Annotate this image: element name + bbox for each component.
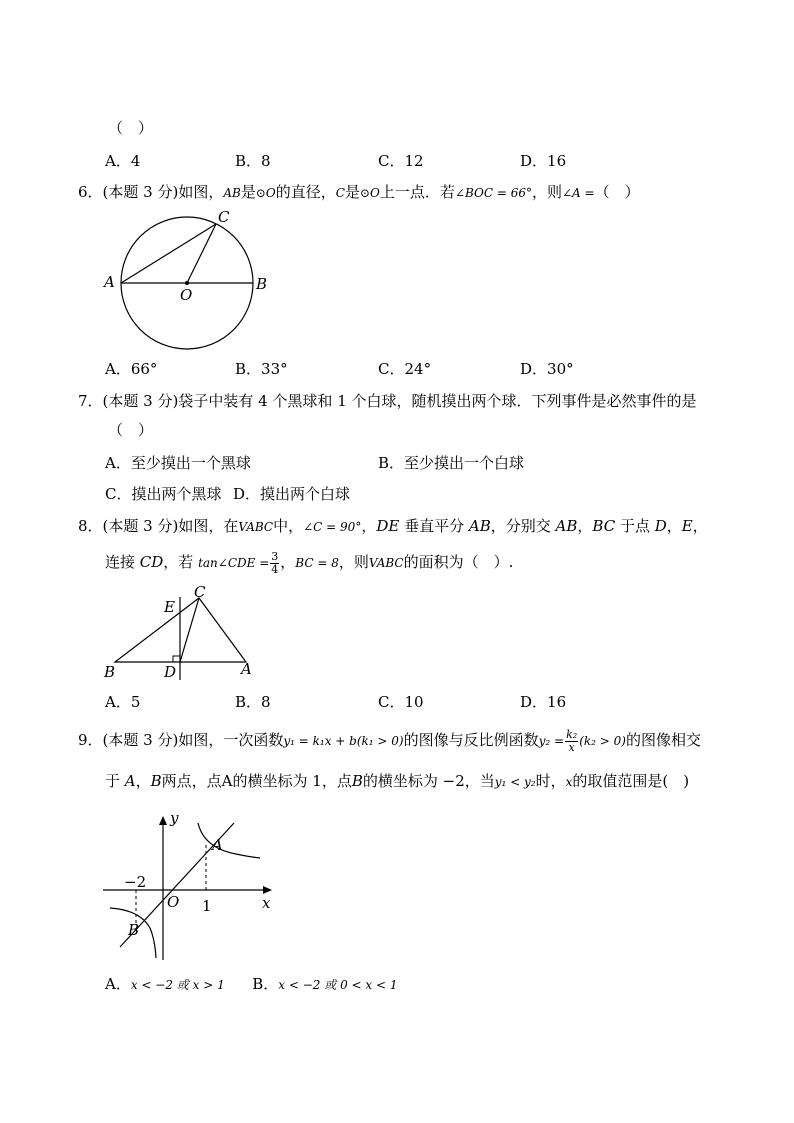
q8-math-bc: BC	[592, 517, 616, 535]
q9-option-b-letter: B．	[252, 975, 279, 993]
q9-math-k2: (k₂ > 0)	[579, 734, 626, 748]
q8-option-a: A．5	[105, 693, 141, 711]
q9-option-b: x < −2 或 0 < x < 1	[278, 978, 398, 992]
q6-text: 上一点．若	[379, 183, 455, 201]
q5-option-b: B．8	[235, 152, 271, 170]
q8-number: 8．	[78, 517, 103, 535]
q6-label-o: O	[180, 286, 193, 304]
q9-number: 9．	[78, 731, 103, 749]
q6-option-c: C．24°	[378, 360, 432, 378]
q6-text: ，则	[531, 183, 562, 201]
q9-math-a: A	[124, 772, 136, 790]
q8-option-d: D．16	[520, 693, 567, 711]
q8-text: 于点	[615, 517, 655, 535]
q6-label-c: C	[218, 208, 230, 226]
q8-math-e: E	[681, 517, 693, 535]
q8-text: ，	[280, 553, 296, 571]
q5-answer-paren: （ ）	[108, 119, 154, 137]
q8-math-ab: AB	[555, 517, 578, 535]
q5-option-a: A．4	[105, 152, 141, 170]
q6-math-c: C	[335, 186, 345, 200]
q8-option-b: B．8	[235, 693, 271, 711]
q8-text: 垂直平分	[399, 517, 469, 535]
q6-option-b: B．33°	[235, 360, 288, 378]
q6-text: 是	[344, 183, 360, 201]
q8-frac-den: 4	[271, 562, 279, 576]
q7-option-c: C．摸出两个黑球	[105, 485, 222, 503]
q9-math-y1: y₁ = k₁x + b(k₁ > 0)	[283, 734, 404, 748]
q9-frac-den: x	[568, 740, 575, 754]
q8-text: ，	[666, 517, 682, 535]
q6-math-circle-o: ⊙O	[255, 186, 276, 200]
q9-math-b: B	[351, 772, 363, 790]
q9-label-one: 1	[202, 897, 212, 915]
q9-label-b: B	[128, 921, 140, 939]
q8-math-ab: AB	[468, 517, 491, 535]
q9-text: 的图像与反比例函数	[403, 731, 539, 749]
q9-label-a: A	[212, 836, 223, 854]
q9-label-o: O	[167, 893, 180, 911]
q8-text: ，分别交	[490, 517, 556, 535]
q8-option-c: C．10	[378, 693, 424, 711]
q9-text: 于	[105, 772, 125, 790]
q8-math-de: DE	[376, 517, 400, 535]
q6-label-b: B	[256, 275, 268, 293]
q8-math-d: D	[654, 517, 667, 535]
q6-math-circle-o: ⊙O	[359, 186, 380, 200]
q8-math-triangle: VABC	[238, 520, 274, 534]
q8-text: ，则	[338, 553, 369, 571]
q7-answer-paren: （ ）	[108, 421, 154, 439]
q6-text: 是	[240, 183, 256, 201]
q9-option-a: x < −2 或 x > 1	[130, 978, 225, 992]
q8-math-triangle: VABC	[368, 556, 404, 570]
q8-text: 的面积为（ ）.	[403, 553, 514, 571]
q8-text: 连接	[105, 553, 140, 571]
q6-header: (本题 3 分)	[102, 183, 179, 201]
q8-text: ，	[692, 517, 708, 535]
q8-math-cd: CD	[139, 553, 164, 571]
q9-label-neg2: −2	[124, 873, 147, 891]
q5-option-c: C．12	[378, 152, 424, 170]
q8-label-a: A	[241, 660, 252, 678]
q6-text: 如图，	[178, 183, 224, 201]
q9-text: 的取值范围是( )	[572, 772, 690, 790]
q8-frac-num: 3	[271, 549, 279, 563]
q9-text: 两点，点A的横坐标为 1，点	[161, 772, 352, 790]
q7-header: (本题 3 分)	[102, 392, 179, 410]
q8-label-c: C	[194, 583, 206, 601]
q7-option-d: D．摸出两个白球	[233, 485, 351, 503]
q8-math-angle-c: ∠C = 90°	[303, 520, 362, 534]
q9-math-b: B	[150, 772, 162, 790]
q9-y-axis-arrow	[159, 816, 167, 825]
q8-text: ，若	[163, 553, 199, 571]
q7-option-a: A．至少摸出一个黑球	[105, 454, 251, 472]
q9-text: ，	[135, 772, 151, 790]
q9-text: 时，	[535, 772, 566, 790]
q8-label-e: E	[164, 598, 175, 616]
q8-text: ，	[577, 517, 593, 535]
q9-math-x: x	[565, 775, 573, 789]
q6-math-ab: AB	[223, 186, 241, 200]
q6-paren: （ ）	[594, 183, 640, 201]
q8-label-d: D	[164, 663, 177, 681]
q9-x-axis-arrow	[263, 886, 272, 894]
q9-header: (本题 3 分)	[102, 731, 179, 749]
q7-option-b: B．至少摸出一个白球	[378, 454, 525, 472]
q9-option-a-letter: A．	[105, 975, 131, 993]
q9-text: 的图像相交	[625, 731, 701, 749]
q6-option-d: D．30°	[520, 360, 574, 378]
q9-frac-num: k₂	[566, 727, 578, 741]
q8-text: ，	[361, 517, 377, 535]
q9-text: 的横坐标为 −2，当	[362, 772, 495, 790]
q8-math-tan: tan∠CDE =	[198, 556, 270, 570]
q6-number: 6．	[78, 183, 103, 201]
q9-label-x: x	[262, 894, 271, 912]
q8-math-bc-eq: BC = 8	[295, 556, 339, 570]
q7-text: 袋子中装有 4 个黑球和 1 个白球，随机摸出两个球．下列事件是必然事件的是	[178, 392, 697, 410]
q5-option-d: D．16	[520, 152, 567, 170]
q9-math-y2: y₂ =	[538, 734, 565, 748]
q9-text: 如图，一次函数	[178, 731, 284, 749]
q8-label-b: B	[104, 663, 116, 681]
q9-label-y: y	[170, 809, 179, 827]
q9-options	[105, 974, 397, 995]
q9-math-ineq: y₁ < y₂	[494, 775, 536, 789]
q8-header: (本题 3 分)	[102, 517, 179, 535]
q7-number: 7．	[78, 392, 103, 410]
q6-text: 的直径，	[275, 183, 336, 201]
q6-math-angle-a: ∠A =	[562, 186, 595, 200]
q6-option-a: A．66°	[105, 360, 158, 378]
q6-label-a: A	[104, 273, 115, 291]
q6-math-angle-boc: ∠BOC = 66°	[454, 186, 532, 200]
q8-text: 如图，在	[178, 517, 239, 535]
q8-text: 中，	[273, 517, 304, 535]
